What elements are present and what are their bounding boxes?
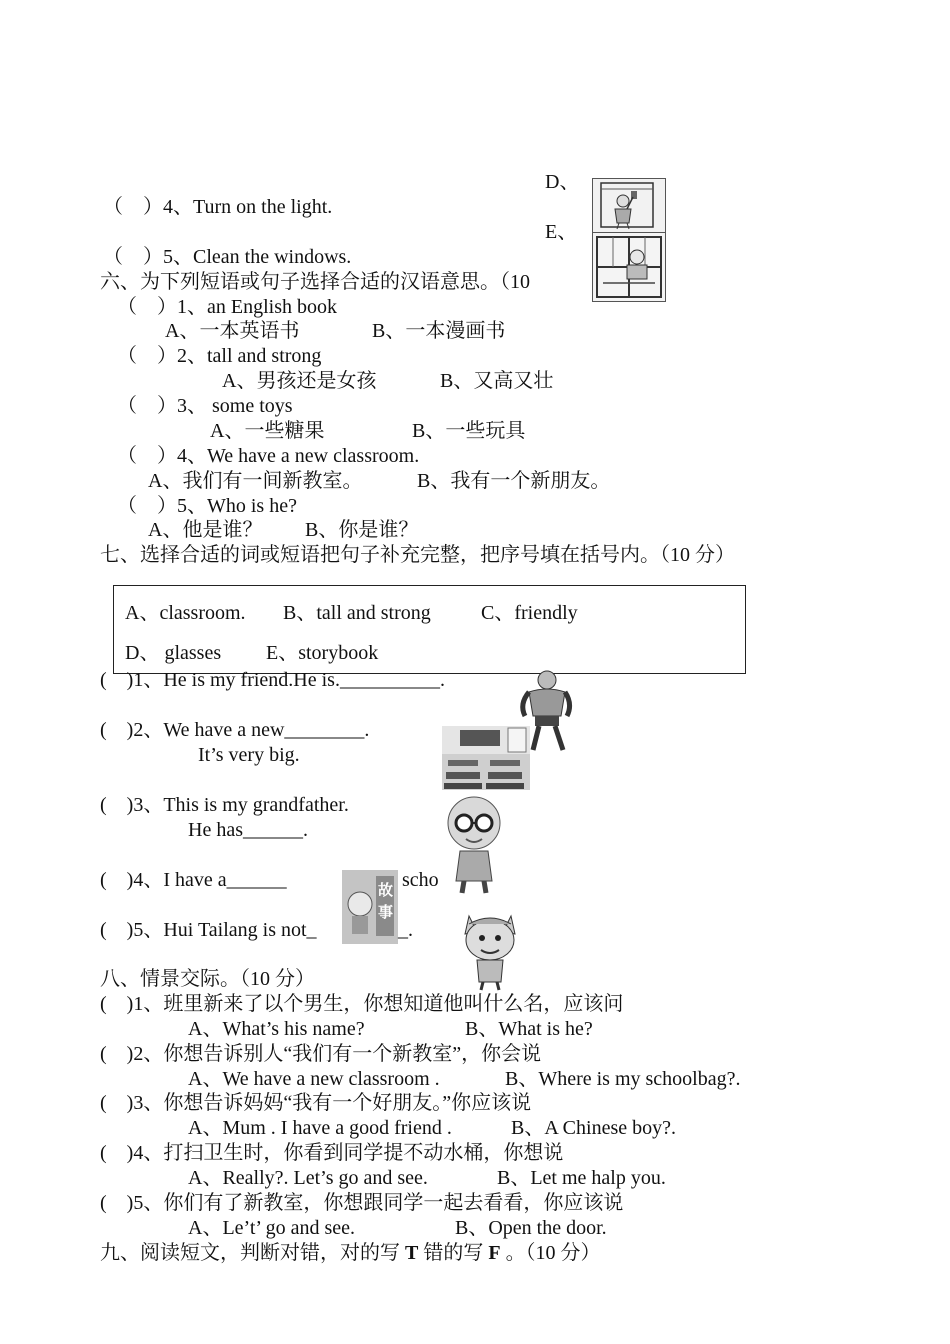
question-8-1-option-b: B、What is he?: [465, 1018, 593, 1040]
question-8-2-option-a: A、We have a new classroom .: [188, 1068, 440, 1090]
question-7-1: ( )1、He is my friend.He is.__________.: [100, 669, 445, 691]
question-6-4-option-b: B、我有一个新朋友。: [417, 470, 611, 492]
word-bank-option-b: B、tall and strong: [283, 602, 431, 624]
section-9-title: [100, 1241, 601, 1265]
question-8-2: ( )2、你想告诉别人“我们有一个新教室”，你会说: [100, 1043, 542, 1065]
question-8-4-option-b: B、Let me halp you.: [497, 1167, 666, 1189]
word-bank-option-c: C、friendly: [481, 602, 578, 624]
question-7-3-continued: He has______.: [188, 819, 308, 841]
question-8-3-option-b: B、A Chinese boy?.: [511, 1117, 676, 1139]
picture-classroom: [442, 726, 530, 790]
picture-clean-windows: [592, 232, 666, 302]
option-d-label: D、: [545, 171, 580, 193]
question-7-4-tail: scho: [402, 869, 439, 891]
section-9-title-mid: 错的写: [418, 1242, 489, 1264]
question-6-2-option-a: A、男孩还是女孩: [222, 370, 377, 392]
question-7-4: ( )4、I have a______: [100, 869, 287, 891]
picture-hui-tailang: [455, 906, 525, 992]
question-6-2-option-b: B、又高又壮: [440, 370, 554, 392]
question-7-2-continued: It’s very big.: [198, 744, 300, 766]
question-8-2-option-b: B、Where is my schoolbag?.: [505, 1068, 741, 1090]
storybook-title-char-1: 故: [378, 881, 394, 899]
word-bank-option-e: E、storybook: [266, 642, 379, 664]
option-e-label: E、: [545, 221, 578, 243]
section-6-title: 六、为下列短语或句子选择合适的汉语意思。（10: [100, 271, 530, 293]
picture-storybook: [342, 870, 398, 944]
storybook-title-char-2: 事: [378, 903, 394, 921]
question-6-5: （ ）5、Who is he?: [117, 495, 297, 517]
question-6-5-option-b: B、你是谁？: [305, 519, 419, 541]
question-5-4: （ ）4、Turn on the light.: [103, 196, 333, 218]
question-8-4: ( )4、打扫卫生时，你看到同学提不动水桶，你想说: [100, 1142, 564, 1164]
question-8-3-option-a: A、Mum . I have a good friend .: [188, 1117, 452, 1139]
question-6-3-option-a: A、一些糖果: [210, 420, 325, 442]
picture-grandfather-glasses: [442, 793, 508, 897]
section-8-title: 八、情景交际。（10 分）: [100, 968, 315, 990]
question-8-5-option-b: B、Open the door.: [455, 1217, 607, 1239]
question-7-3: ( )3、This is my grandfather.: [100, 794, 349, 816]
question-7-5-tail: _.: [398, 919, 413, 941]
question-8-1-option-a: A、What’s his name?: [188, 1018, 365, 1040]
question-8-3: ( )3、你想告诉妈妈“我有一个好朋友。”你应该说: [100, 1092, 532, 1114]
question-6-1: （ ）1、an English book: [117, 296, 337, 318]
false-mark: F: [488, 1242, 501, 1264]
true-mark: T: [405, 1242, 419, 1264]
word-bank-option-d: D、 glasses: [125, 642, 222, 664]
question-6-4: （ ）4、We have a new classroom.: [117, 445, 420, 467]
section-7-title: 七、选择合适的词或短语把句子补充完整，把序号填在括号内。（10 分）: [100, 544, 735, 566]
question-7-5: ( )5、Hui Tailang is not_: [100, 919, 317, 941]
question-5-5: （ ）5、Clean the windows.: [103, 246, 352, 268]
question-8-5-option-a: A、Le’t’ go and see.: [188, 1217, 355, 1239]
question-7-2: ( )2、We have a new________.: [100, 719, 370, 741]
question-8-5: ( )5、你们有了新教室，你想跟同学一起去看看，你应该说: [100, 1192, 624, 1214]
word-bank-option-a: A、classroom.: [125, 602, 246, 624]
question-6-1-option-a: A、一本英语书: [165, 320, 300, 342]
question-6-4-option-a: A、我们有一间新教室。: [148, 470, 363, 492]
question-6-5-option-a: A、他是谁？: [148, 519, 263, 541]
question-8-1: ( )1、班里新来了以个男生，你想知道他叫什么名，应该问: [100, 993, 624, 1015]
section-9-title-post: 。（10 分）: [500, 1242, 601, 1264]
section-9-title-pre: 九、阅读短文，判断对错，对的写: [100, 1242, 405, 1264]
question-6-3: （ ）3、 some toys: [117, 395, 293, 417]
question-6-1-option-b: B、一本漫画书: [372, 320, 506, 342]
question-6-3-option-b: B、一些玩具: [412, 420, 526, 442]
question-8-4-option-a: A、Really?. Let’s go and see.: [188, 1167, 428, 1189]
picture-light-switch: [592, 178, 666, 234]
question-6-2: （ ）2、tall and strong: [117, 345, 322, 367]
